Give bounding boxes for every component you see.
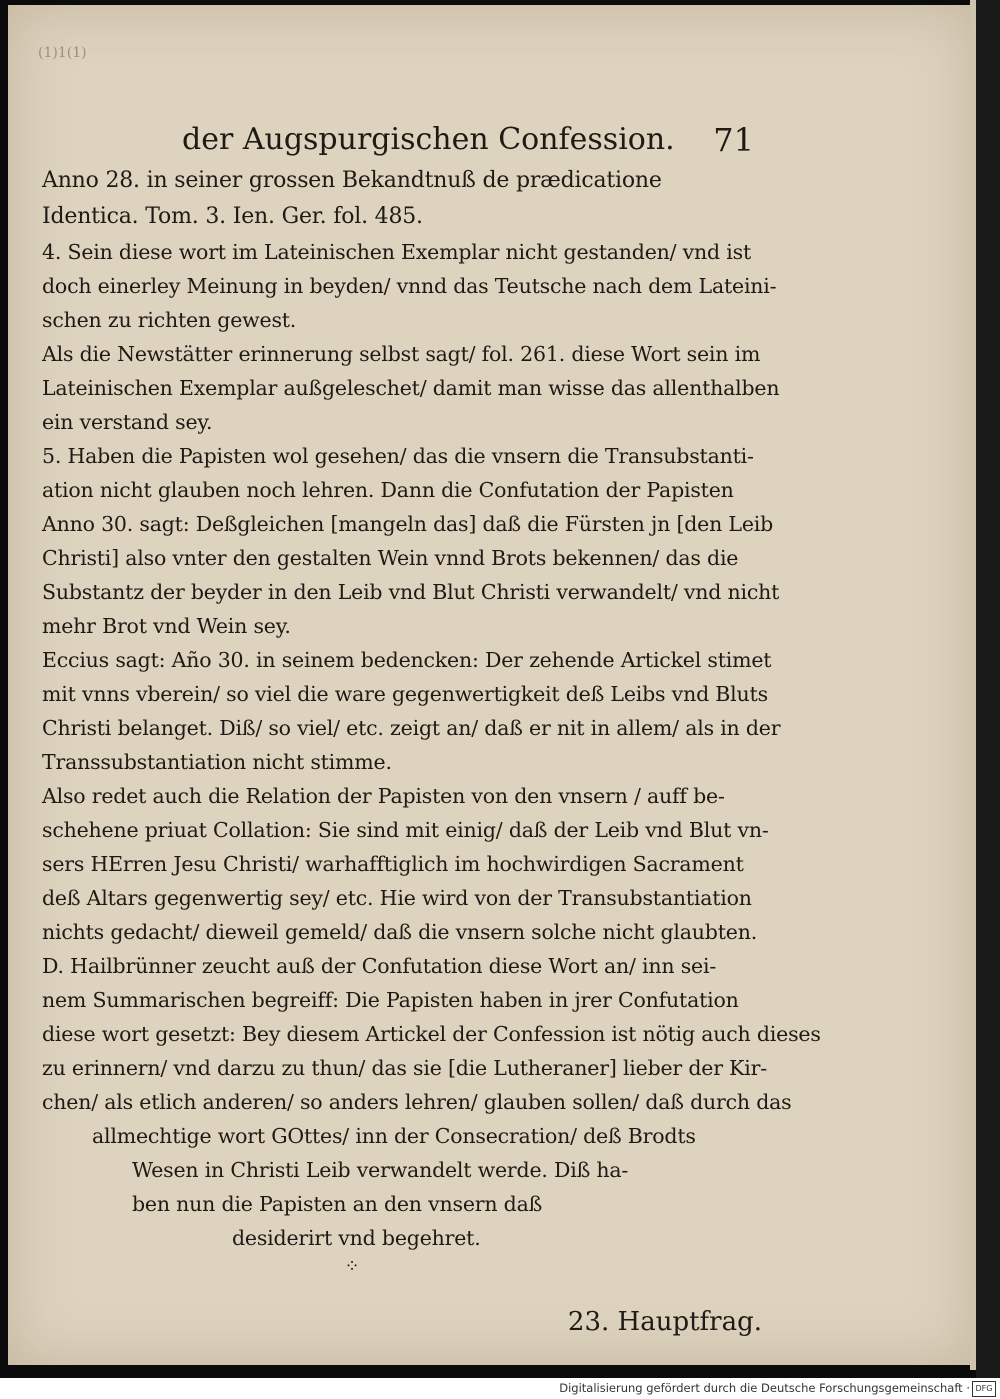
text-line: doch einerley Meinung in beyden/ vnnd das Teutsche nach dem Lateini- [42, 274, 777, 298]
text-line: Anno 28. in seiner grossen Bekandtnuß de prædicatione [42, 168, 662, 193]
ornament-icon: ⁘ [344, 1256, 360, 1277]
text-line: Christi] also vnter den gestalten Wein vnnd Brots bekennen/ das die [42, 546, 739, 570]
text-line: allmechtige wort GOttes/ inn der Consecration/ deß Brodts [92, 1124, 696, 1148]
book-page [8, 5, 973, 1365]
text-line: mit vnns vberein/ so viel die ware gegenwertigkeit deß Leibs vnd Bluts [42, 682, 768, 706]
text-line: schehene priuat Collation: Sie sind mit einig/ daß der Leib vnd Blut vn- [42, 818, 769, 842]
text-line: Transsubstantiation nicht stimme. [42, 750, 392, 774]
catchword: 23. Hauptfrag. [567, 1307, 762, 1337]
running-head: der Augspurgischen Confession. [182, 122, 675, 157]
dfg-logo-icon: DFG [972, 1381, 996, 1397]
text-line: desiderirt vnd begehret. [232, 1226, 481, 1250]
text-line: nem Summarischen begreiff: Die Papisten haben in jrer Confutation [42, 988, 739, 1012]
corner-mark: (1)1(1) [38, 45, 87, 61]
text-line: deß Altars gegenwertig sey/ etc. Hie wird von der Transubstantiation [42, 886, 752, 910]
text-line: D. Hailbrünner zeucht auß der Confutation diese Wort an/ inn sei- [42, 954, 717, 978]
footer [0, 1378, 1000, 1399]
text-line: ein verstand sey. [42, 410, 213, 434]
text-line: Anno 30. sagt: Deßgleichen [mangeln das] daß die Fürsten jn [den Leib [42, 512, 774, 536]
text-line: 4. Sein diese wort im Lateinischen Exemplar nicht gestanden/ vnd ist [42, 240, 752, 264]
text-line: Also redet auch die Relation der Papisten von den vnsern / auff be- [42, 784, 725, 808]
text-line: Lateinischen Exemplar außgeleschet/ damit man wisse das allenthalben [42, 376, 780, 400]
text-line: ation nicht glauben noch lehren. Dann die Confutation der Papisten [42, 478, 734, 502]
text-line: sers HErren Jesu Christi/ warhafftiglich im hochwirdigen Sacrament [42, 852, 744, 876]
text-line: chen/ als etlich anderen/ so anders lehren/ glauben sollen/ daß durch das [42, 1090, 792, 1114]
text-line: schen zu richten gewest. [42, 308, 297, 332]
page-number: 71 [713, 121, 754, 159]
text-line: Substantz der beyder in den Leib vnd Blut Christi verwandelt/ vnd nicht [42, 580, 780, 604]
text-line: 5. Haben die Papisten wol gesehen/ das die vnsern die Transubstanti- [42, 444, 754, 468]
text-line: ben nun die Papisten an den vnsern daß [132, 1192, 543, 1216]
page-edge-shadow [976, 0, 1000, 1378]
text-line: nichts gedacht/ dieweil gemeld/ daß die vnsern solche nicht glaubten. [42, 920, 758, 944]
text-block [42, 117, 821, 1347]
text-line: Wesen in Christi Leib verwandelt werde. Diß ha- [132, 1158, 629, 1182]
text-line: Als die Newstätter erinnerung selbst sagt/ fol. 261. diese Wort sein im [42, 342, 761, 366]
text-line: zu erinnern/ vnd darzu zu thun/ das sie [die Lutheraner] lieber der Kir- [42, 1056, 767, 1080]
text-line: diese wort gesetzt: Bey diesem Artickel der Confession ist nötig auch dieses [42, 1022, 821, 1046]
text-line: Identica. Tom. 3. Ien. Ger. fol. 485. [42, 204, 423, 229]
text-line: mehr Brot vnd Wein sey. [42, 614, 291, 638]
text-line: Christi belanget. Diß/ so viel/ etc. zeigt an/ daß er nit in allem/ als in der [42, 716, 781, 740]
footer-credit: Digitalisierung gefördert durch die Deutsche Forschungsgemeinschaft · [559, 1381, 970, 1395]
text-line: Eccius sagt: Año 30. in seinem bedencken: Der zehende Artickel stimet [42, 648, 772, 672]
page-header [42, 117, 762, 163]
